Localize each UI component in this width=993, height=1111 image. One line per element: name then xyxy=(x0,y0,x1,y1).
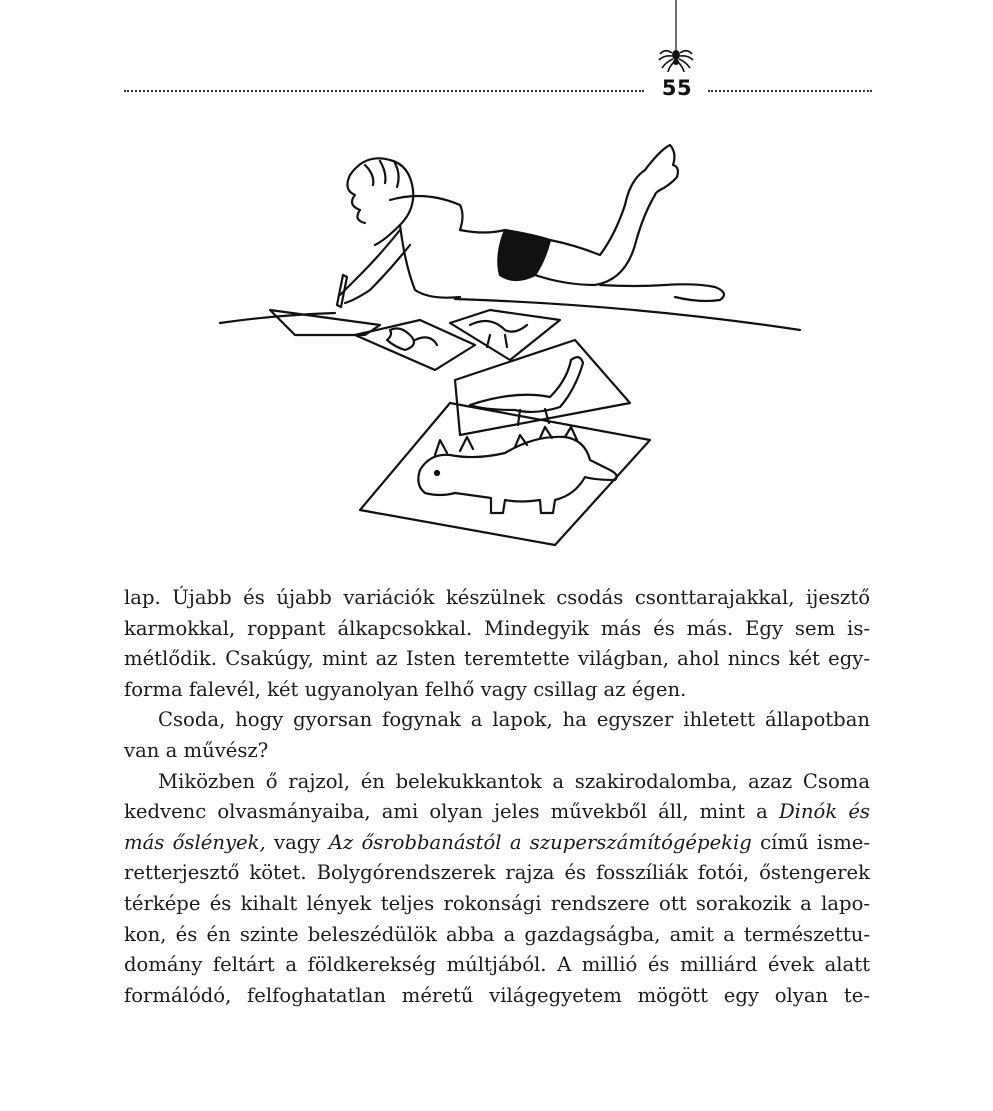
italic-title-text: Dinók és xyxy=(778,800,870,824)
text-span: Miközben ő rajzol, én belekukkantok a szakirodalomba, azaz Csoma xyxy=(158,769,870,793)
text-line xyxy=(124,583,870,614)
text-span: kon, és én szinte beleszédülök abba a gazdagságba, amit a természettu- xyxy=(124,922,870,946)
text-line xyxy=(124,614,870,645)
italic-title-text: más őslények, xyxy=(124,830,266,854)
text-span: domány feltárt a földkerekség múltjából. A millió és milliárd évek alatt xyxy=(124,953,870,977)
child-drawing-dinosaurs-illustration xyxy=(215,135,815,555)
text-line xyxy=(124,644,870,675)
text-span: retterjesztő kötet. Bolygórendszerek rajza és fosszíliák fotói, őstengerek xyxy=(124,861,870,885)
text-line xyxy=(124,705,870,736)
text-line xyxy=(124,675,870,706)
italic-title-text: Az ősrobbanástól a szuperszámítógépekig xyxy=(328,830,752,854)
text-span: lap. Újabb és újabb variációk készülnek csodás csonttarajakkal, ijesztő xyxy=(124,586,870,609)
text-line xyxy=(124,981,870,1012)
text-span: forma falevél, két ugyanolyan felhő vagy csillag az égen. xyxy=(124,677,687,701)
body-text xyxy=(124,583,870,1011)
text-span: Csoda, hogy gyorsan fogynak a lapok, ha egyszer ihletett állapotban xyxy=(158,708,870,732)
text-line xyxy=(124,858,870,889)
text-span: métlődik. Csakúgy, mint az Isten teremtette világban, ahol nincs két egy- xyxy=(124,647,870,671)
text-span: formálódó, felfoghatatlan méretű világegyetem mögött egy olyan te- xyxy=(124,983,870,1007)
text-span: kedvenc olvasmányaiba, ami olyan jeles művekből áll, mint a xyxy=(124,800,779,824)
text-line xyxy=(124,736,870,767)
text-span: karmokkal, roppant álkapcsokkal. Mindegyik más és más. Egy sem is- xyxy=(124,616,870,640)
text-span: térképe és kihalt lények teljes rokonsági rendszere ott sorakozik a lapo- xyxy=(124,891,870,915)
spider-icon xyxy=(655,0,697,74)
page-number: 55 xyxy=(661,76,693,100)
text-line xyxy=(124,828,870,859)
header-dotted-rule-right xyxy=(708,90,872,92)
text-line xyxy=(124,920,870,951)
text-line xyxy=(124,767,870,798)
text-line xyxy=(124,950,870,981)
header-dotted-rule-left xyxy=(124,90,644,92)
text-span: című isme- xyxy=(751,830,870,854)
text-line xyxy=(124,797,870,828)
text-span: vagy xyxy=(265,830,329,854)
text-span: van a művész? xyxy=(124,738,269,762)
page-header xyxy=(0,0,993,110)
text-line xyxy=(124,889,870,920)
